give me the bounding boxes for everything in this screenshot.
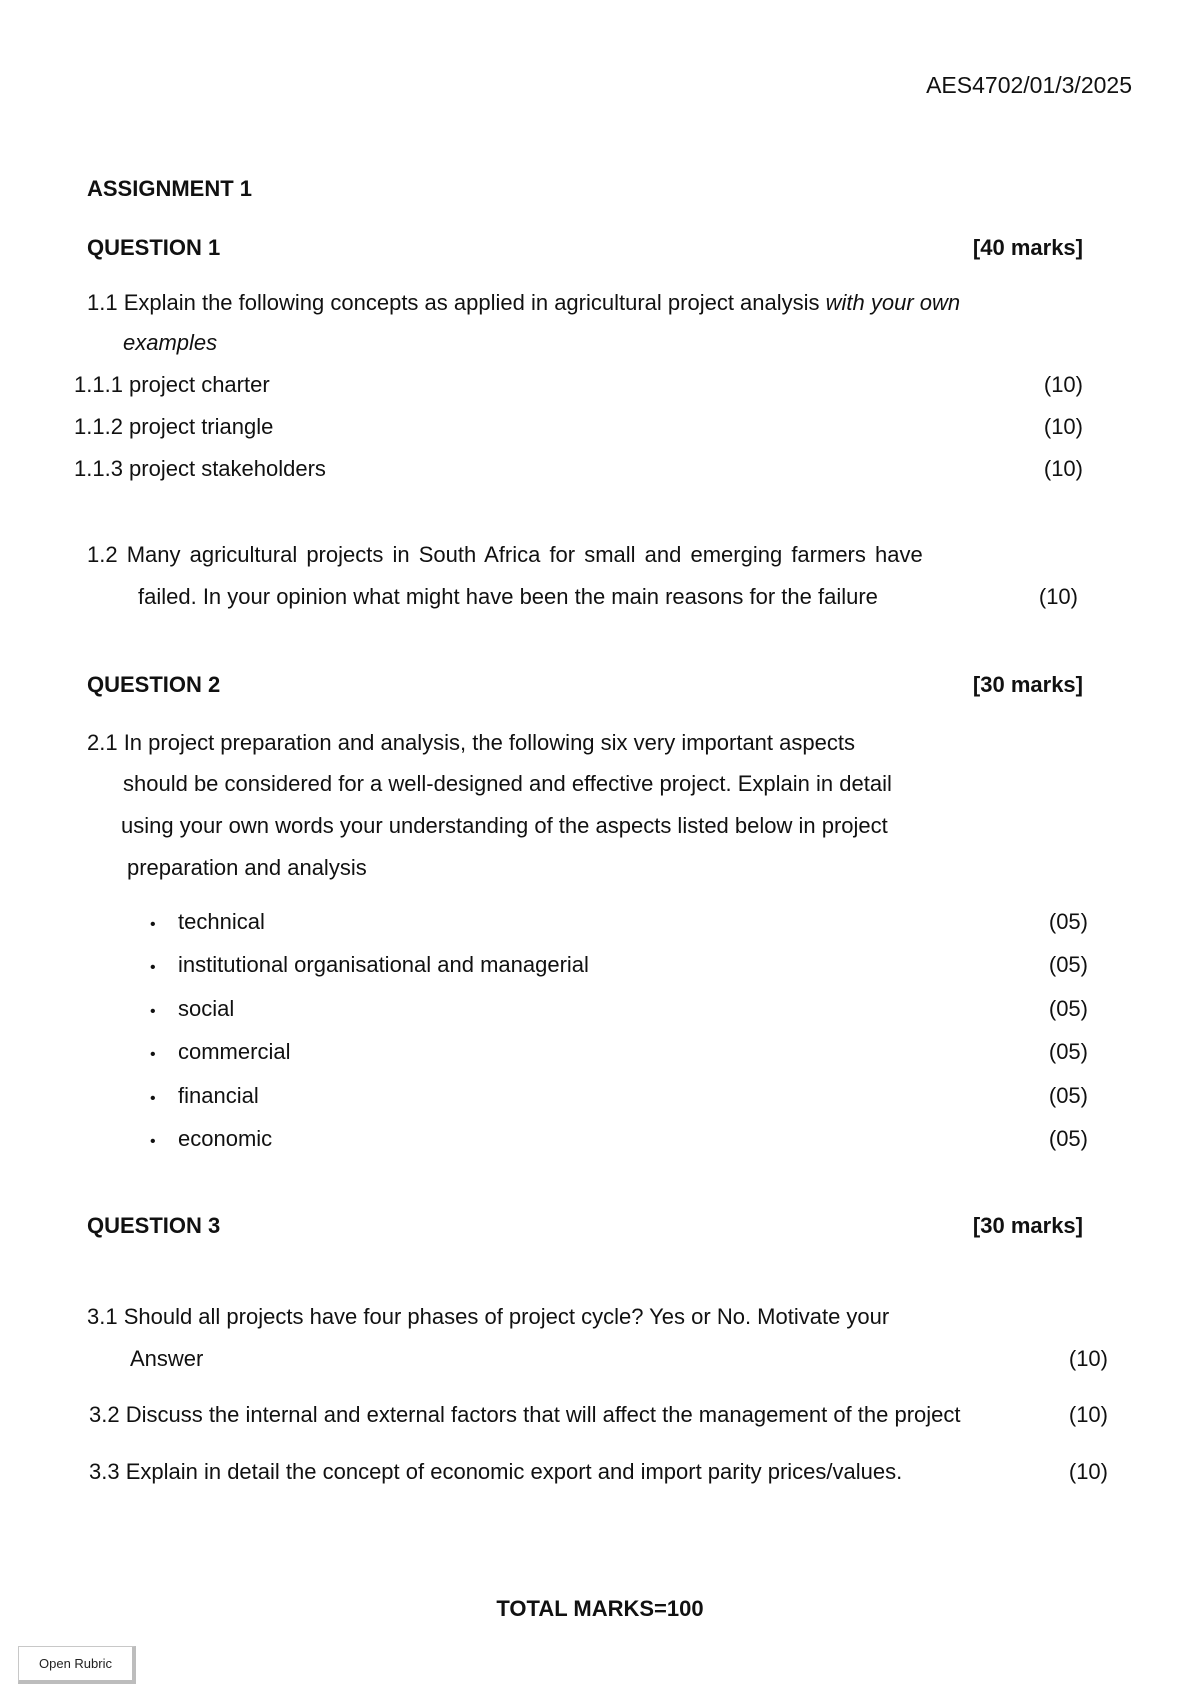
question-3-2-text: 3.2 Discuss the internal and external factors that will affect the management of the project <box>89 1402 961 1427</box>
bullet-economic-mark: (05) <box>1048 1126 1088 1151</box>
question-3-1-line-2: Answer <box>130 1346 204 1371</box>
bullet-institutional-mark: (05) <box>1048 952 1088 977</box>
assignment-title: ASSIGNMENT 1 <box>87 176 253 201</box>
question-1-title: QUESTION 1 <box>87 235 221 260</box>
bullet-item <box>150 1083 156 1109</box>
question-3-marks: [30 marks] <box>972 1213 1083 1238</box>
bullet-item <box>150 909 156 935</box>
bullet-icon: • <box>150 1133 156 1150</box>
question-1-marks: [40 marks] <box>972 235 1083 260</box>
question-2-1-line-1: 2.1 In project preparation and analysis, the following six very important aspects <box>87 730 855 755</box>
bullet-item <box>150 1126 156 1152</box>
item-1-1-1-mark: (10) <box>1043 372 1083 397</box>
bullet-financial: financial <box>178 1083 259 1108</box>
total-marks: TOTAL MARKS=100 <box>496 1596 704 1621</box>
question-3-2-mark: (10) <box>1068 1402 1108 1427</box>
open-rubric-button[interactable]: Open Rubric <box>18 1646 136 1684</box>
bullet-item <box>150 952 156 978</box>
bullet-icon: • <box>150 959 156 976</box>
question-2-1-line-3: using your own words your understanding of the aspects listed below in project <box>121 813 888 838</box>
question-1-1-line: 1.1 Explain the following concepts as applied in agricultural project analysis <box>87 290 826 315</box>
bullet-commercial-mark: (05) <box>1048 1039 1088 1064</box>
question-1-2-line-2: failed. In your opinion what might have been the main reasons for the failure <box>138 584 878 609</box>
question-1-2-mark: (10) <box>1038 584 1078 609</box>
question-1-1-continued: examples <box>123 330 218 355</box>
bullet-technical-mark: (05) <box>1048 909 1088 934</box>
question-1-1-italic: with your own <box>825 290 961 315</box>
question-2-marks: [30 marks] <box>972 672 1083 697</box>
question-2-1-line-2: should be considered for a well-designed and effective project. Explain in detail <box>123 771 892 796</box>
question-1-1-text <box>87 290 960 316</box>
question-1-2-line-1: 1.2 Many agricultural projects in South Africa for small and emerging farmers have <box>87 542 923 567</box>
item-1-1-2: 1.1.2 project triangle <box>74 414 274 439</box>
bullet-social-mark: (05) <box>1048 996 1088 1021</box>
question-3-1-line-1: 3.1 Should all projects have four phases of project cycle? Yes or No. Motivate your <box>87 1304 890 1329</box>
bullet-commercial: commercial <box>178 1039 291 1064</box>
question-3-3-text: 3.3 Explain in detail the concept of economic export and import parity prices/values. <box>89 1459 903 1484</box>
item-1-1-3-mark: (10) <box>1043 456 1083 481</box>
bullet-social: social <box>178 996 235 1021</box>
question-3-1-mark: (10) <box>1068 1346 1108 1371</box>
bullet-economic: economic <box>178 1126 273 1151</box>
item-1-1-1: 1.1.1 project charter <box>74 372 270 397</box>
bullet-icon: • <box>150 916 156 933</box>
question-3-title: QUESTION 3 <box>87 1213 221 1238</box>
item-1-1-3: 1.1.3 project stakeholders <box>74 456 326 481</box>
bullet-icon: • <box>150 1046 156 1063</box>
bullet-item <box>150 1039 156 1065</box>
item-1-1-2-mark: (10) <box>1043 414 1083 439</box>
bullet-icon: • <box>150 1003 156 1020</box>
question-2-title: QUESTION 2 <box>87 672 221 697</box>
bullet-technical: technical <box>178 909 265 934</box>
bullet-icon: • <box>150 1090 156 1107</box>
document-code: AES4702/01/3/2025 <box>926 72 1132 98</box>
bullet-institutional: institutional organisational and managerial <box>178 952 589 977</box>
question-3-3-mark: (10) <box>1068 1459 1108 1484</box>
bullet-item <box>150 996 156 1022</box>
bullet-financial-mark: (05) <box>1048 1083 1088 1108</box>
question-2-1-line-4: preparation and analysis <box>127 855 367 880</box>
